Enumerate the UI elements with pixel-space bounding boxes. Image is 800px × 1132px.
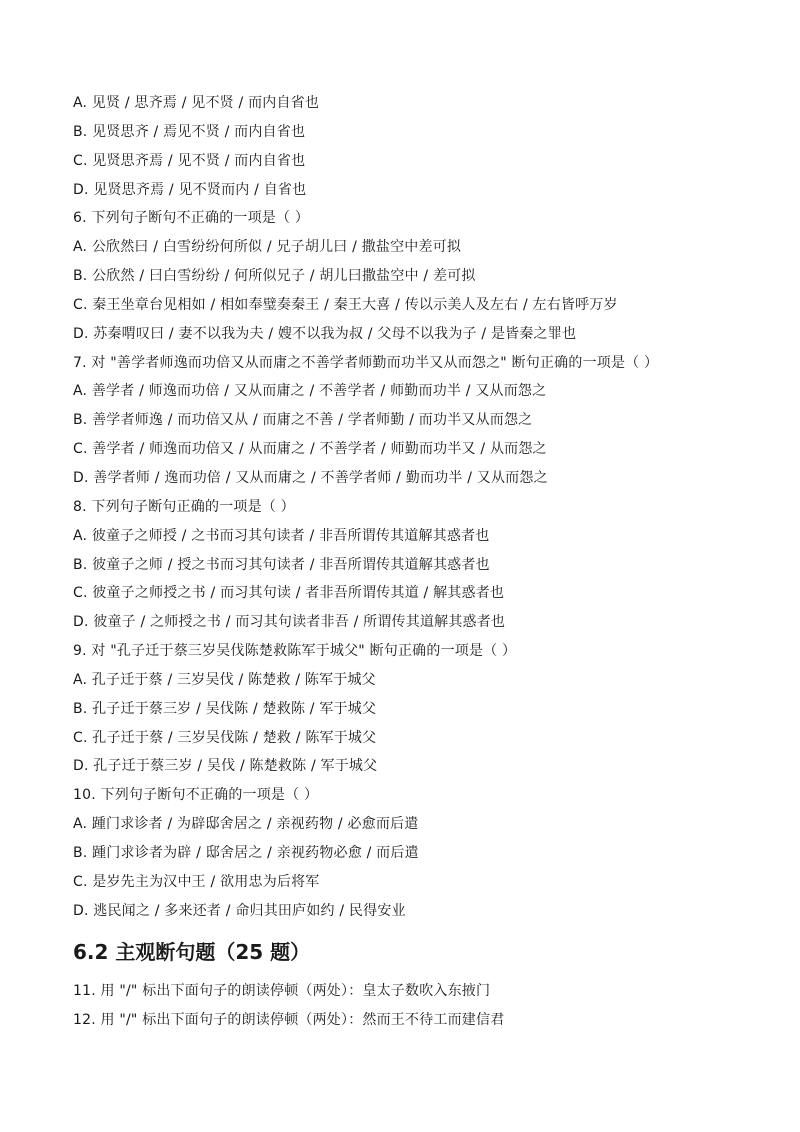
text-line: B. 踵门求诊者为辟 / 邸舍居之 / 亲视药物必愈 / 而后遣	[73, 844, 419, 861]
text-line: B. 孔子迁于蔡三岁 / 吴伐陈 / 楚救陈 / 军于城父	[73, 700, 377, 717]
text-line: D. 苏秦喟叹曰 / 妻不以我为夫 / 嫂不以我为叔 / 父母不以我为子 / 是皆秦之罪也	[73, 325, 577, 342]
text-line: B. 善学者师逸 / 而功倍又从 / 而庸之不善 / 学者师勤 / 而功半又从而怨之	[73, 412, 533, 429]
text-line: D. 孔子迁于蔡三岁 / 吴伐 / 陈楚救陈 / 军于城父	[73, 758, 378, 775]
question-stem: 11. 用 "/" 标出下面句子的朗读停顿（两处）：皇太子数吹入东掖门	[73, 983, 491, 1000]
text-line: A. 公欣然曰 / 白雪纷纷何所似 / 兄子胡儿曰 / 撒盐空中差可拟	[73, 239, 462, 256]
text-line: A. 孔子迁于蔡 / 三岁吴伐 / 陈楚救 / 陈军于城父	[73, 671, 376, 688]
text-line: B. 见贤思齐 / 焉见不贤 / 而内自省也	[73, 123, 306, 140]
text-line: D. 彼童子 / 之师授之书 / 而习其句读者非吾 / 所谓传其道解其惑者也	[73, 614, 506, 631]
text-line: C. 见贤思齐焉 / 见不贤 / 而内自省也	[73, 152, 306, 169]
text-line: D. 见贤思齐焉 / 见不贤而内 / 自省也	[73, 181, 307, 198]
text-line: B. 彼童子之师 / 授之书而习其句读者 / 非吾所谓传其道解其惑者也	[73, 556, 490, 573]
text-line: D. 善学者师 / 逸而功倍 / 又从而庸之 / 不善学者师 / 勤而功半 / 又从而怨之	[73, 469, 548, 486]
question-stem: 7. 对 "善学者师逸而功倍又从而庸之不善学者师勤而功半又从而怨之" 断句正确的一项是（ ）	[73, 354, 659, 371]
text-line: A. 善学者 / 师逸而功倍 / 又从而庸之 / 不善学者 / 师勤而功半 / 又从而怨之	[73, 383, 547, 400]
question-stem: 6. 下列句子断句不正确的一项是（ ）	[73, 210, 310, 227]
question-stem: 10. 下列句子断句不正确的一项是（ ）	[73, 787, 319, 804]
text-line: A. 见贤 / 思齐焉 / 见不贤 / 而内自省也	[73, 95, 320, 111]
text-line: A. 彼童子之师授 / 之书而习其句读者 / 非吾所谓传其道解其惑者也	[73, 527, 490, 544]
text-line: C. 秦王坐章台见相如 / 相如奉璧奏秦王 / 秦王大喜 / 传以示美人及左右 / 左右皆呼万岁	[73, 296, 618, 313]
question-stem: 12. 用 "/" 标出下面句子的朗读停顿（两处）：然而王不待工而建信君	[73, 1012, 505, 1029]
question-stem: 8. 下列句子断句正确的一项是（ ）	[73, 498, 295, 515]
question-stem: 9. 对 "孔子迁于蔡三岁吴伐陈楚救陈军于城父" 断句正确的一项是（ ）	[73, 643, 517, 660]
section-heading: 6.2 主观断句题（25 题）	[73, 940, 311, 965]
text-line: C. 孔子迁于蔡 / 三岁吴伐陈 / 楚救 / 陈军于城父	[73, 729, 377, 746]
text-line: C. 是岁先主为汉中王 / 欲用忠为后将军	[73, 873, 320, 890]
text-line: D. 逃民闻之 / 多来还者 / 命归其田庐如约 / 民得安业	[73, 902, 406, 919]
text-line: C. 彼童子之师授之书 / 而习其句读 / 者非吾所谓传其道 / 解其惑者也	[73, 585, 505, 602]
questions-block-subjective	[73, 977, 733, 1035]
text-line: A. 踵门求诊者 / 为辟邸舍居之 / 亲视药物 / 必愈而后遣	[73, 816, 419, 833]
text-line: C. 善学者 / 师逸而功倍又 / 从而庸之 / 不善学者 / 师勤而功半又 / 从而怨之	[73, 441, 547, 458]
questions-block-objective	[73, 89, 733, 925]
text-line: B. 公欣然 / 曰白雪纷纷 / 何所似兄子 / 胡儿曰撒盐空中 / 差可拟	[73, 268, 476, 285]
content-area	[73, 89, 733, 1035]
